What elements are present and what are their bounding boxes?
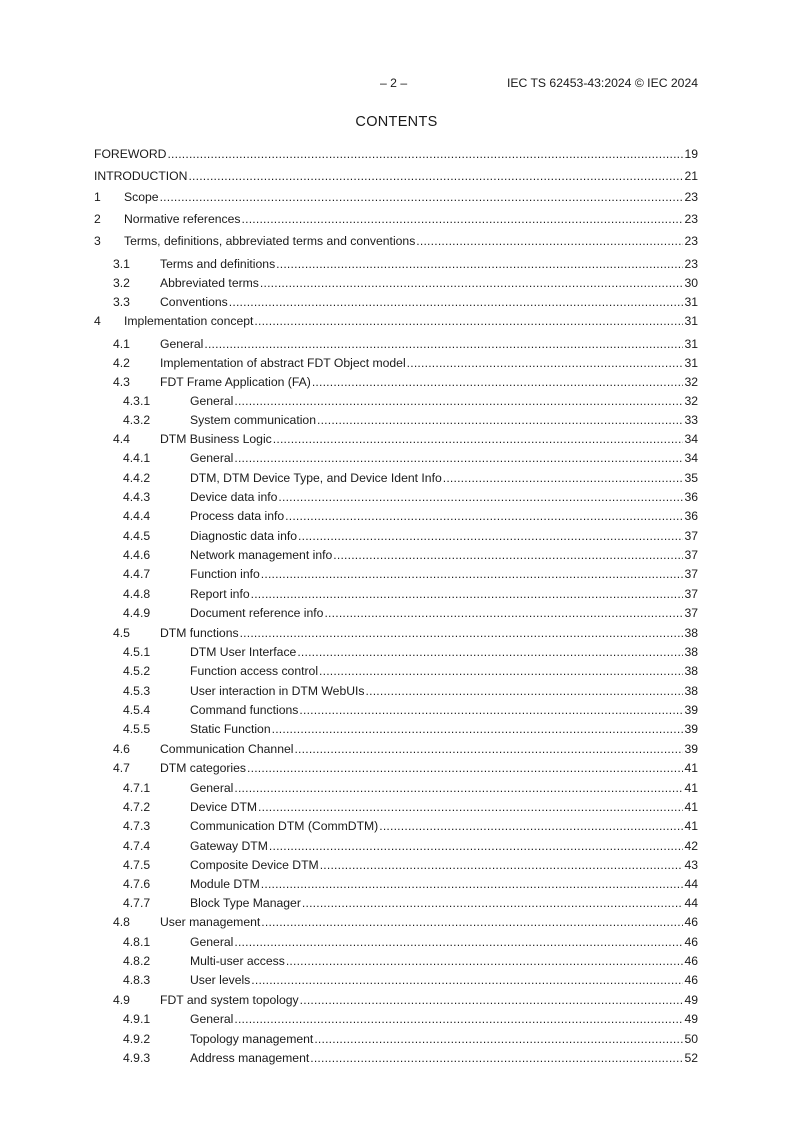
toc-entry-number: 4.7.3 bbox=[123, 819, 151, 833]
toc-entry[interactable] bbox=[94, 934, 698, 950]
toc-entry[interactable] bbox=[94, 294, 698, 310]
toc-entry-title: System communication bbox=[190, 413, 316, 427]
dot-leader bbox=[261, 566, 684, 582]
toc-entry[interactable] bbox=[94, 741, 698, 757]
dot-leader bbox=[278, 489, 683, 505]
toc-entry[interactable] bbox=[94, 489, 698, 505]
toc-entry-number: 4.7.1 bbox=[123, 781, 151, 795]
toc-entry-title: INTRODUCTION bbox=[94, 169, 188, 183]
toc-entry-page: 31 bbox=[684, 337, 698, 351]
toc-entry-page: 38 bbox=[684, 684, 698, 698]
toc-entry-page: 52 bbox=[684, 1051, 698, 1065]
dot-leader bbox=[254, 313, 683, 329]
toc-entry-title: General bbox=[190, 781, 234, 795]
toc-entry[interactable] bbox=[94, 256, 698, 272]
toc-entry-title: DTM User Interface bbox=[190, 645, 297, 659]
dot-leader bbox=[234, 934, 683, 950]
toc-entry-title: Device data info bbox=[190, 490, 278, 504]
toc-entry-title: Report info bbox=[190, 587, 250, 601]
toc-entry[interactable] bbox=[94, 189, 698, 205]
toc-entry-number: 4.9.2 bbox=[123, 1032, 151, 1046]
toc-entry-page: 23 bbox=[684, 212, 698, 226]
toc-entry[interactable] bbox=[94, 355, 698, 371]
dot-leader bbox=[276, 256, 683, 272]
toc-entry[interactable] bbox=[94, 663, 698, 679]
toc-entry-title: General bbox=[190, 1012, 234, 1026]
toc-entry-title: Terms, definitions, abbreviated terms and conventions bbox=[124, 234, 416, 248]
toc-entry[interactable] bbox=[94, 547, 698, 563]
toc-entry-number: 4.2 bbox=[113, 356, 130, 370]
toc-entry[interactable] bbox=[94, 1011, 698, 1027]
dot-leader bbox=[320, 857, 684, 873]
toc-entry-number: 4.3.2 bbox=[123, 413, 151, 427]
toc-entry-page: 23 bbox=[684, 234, 698, 248]
toc-entry[interactable] bbox=[94, 393, 698, 409]
toc-entry-number: 4.4.7 bbox=[123, 567, 151, 581]
dot-leader bbox=[298, 528, 683, 544]
toc-entry[interactable] bbox=[94, 683, 698, 699]
toc-entry-title: DTM, DTM Device Type, and Device Ident Info bbox=[190, 471, 442, 485]
toc-entry-number: 4.1 bbox=[113, 337, 130, 351]
toc-entry-page: 38 bbox=[684, 664, 698, 678]
toc-entry-number: 4.7.4 bbox=[123, 839, 151, 853]
toc-entry-page: 46 bbox=[684, 915, 698, 929]
toc-entry-number: 4.4.2 bbox=[123, 471, 151, 485]
toc-entry-page: 23 bbox=[684, 190, 698, 204]
toc-entry-number: 4.4.9 bbox=[123, 606, 151, 620]
dot-leader bbox=[234, 780, 683, 796]
toc-entry-title: Implementation concept bbox=[124, 314, 254, 328]
toc-entry-title: DTM categories bbox=[160, 761, 247, 775]
toc-entry-title: Document reference info bbox=[190, 606, 324, 620]
toc-entry-page: 46 bbox=[684, 973, 698, 987]
dot-leader bbox=[240, 625, 684, 641]
dot-leader bbox=[310, 1050, 683, 1066]
toc-entry[interactable] bbox=[94, 644, 698, 660]
toc-entry-title: Address management bbox=[190, 1051, 310, 1065]
toc-entry[interactable] bbox=[94, 780, 698, 796]
toc-entry-page: 32 bbox=[684, 394, 698, 408]
dot-leader bbox=[299, 702, 683, 718]
toc-entry[interactable] bbox=[94, 470, 698, 486]
toc-entry-page: 38 bbox=[684, 645, 698, 659]
toc-entry[interactable] bbox=[94, 233, 698, 249]
toc-entry-page: 19 bbox=[684, 147, 698, 161]
toc-entry-page: 44 bbox=[684, 896, 698, 910]
toc-entry-title: Command functions bbox=[190, 703, 299, 717]
toc-entry-title: Process data info bbox=[190, 509, 285, 523]
toc-entry-page: 31 bbox=[684, 356, 698, 370]
dot-leader bbox=[234, 393, 683, 409]
toc-entry-page: 37 bbox=[684, 548, 698, 562]
dot-leader bbox=[286, 953, 684, 969]
toc-entry-page: 44 bbox=[684, 877, 698, 891]
toc-entry[interactable] bbox=[94, 702, 698, 718]
page-number: – 2 – bbox=[380, 76, 408, 90]
document-reference: IEC TS 62453-43:2024 © IEC 2024 bbox=[506, 76, 698, 90]
dot-leader bbox=[229, 294, 684, 310]
dot-leader bbox=[333, 547, 683, 563]
toc-entry-page: 36 bbox=[684, 509, 698, 523]
toc-entry-title: Gateway DTM bbox=[190, 839, 268, 853]
toc-entry[interactable] bbox=[94, 760, 698, 776]
toc-entry-page: 41 bbox=[684, 800, 698, 814]
dot-leader bbox=[188, 168, 683, 184]
dot-leader bbox=[167, 146, 683, 162]
toc-entry-number: 4 bbox=[94, 314, 101, 328]
toc-entry[interactable] bbox=[94, 953, 698, 969]
toc-entry-number: 4.4.4 bbox=[123, 509, 151, 523]
toc-entry-number: 4.4.3 bbox=[123, 490, 151, 504]
toc-entry[interactable] bbox=[94, 528, 698, 544]
toc-entry-title: Terms and definitions bbox=[160, 257, 276, 271]
toc-entry-title: FOREWORD bbox=[94, 147, 167, 161]
toc-entry[interactable] bbox=[94, 914, 698, 930]
toc-entry-number: 4.8.1 bbox=[123, 935, 151, 949]
toc-entry[interactable] bbox=[94, 857, 698, 873]
toc-entry-page: 36 bbox=[684, 490, 698, 504]
toc-entry-page: 49 bbox=[684, 993, 698, 1007]
dot-leader bbox=[258, 799, 683, 815]
toc-entry-page: 41 bbox=[684, 761, 698, 775]
toc-entry-title: Network management info bbox=[190, 548, 333, 562]
toc-entry-page: 49 bbox=[684, 1012, 698, 1026]
dot-leader bbox=[251, 586, 684, 602]
toc-entry-number: 2 bbox=[94, 212, 101, 226]
dot-leader bbox=[261, 914, 683, 930]
dot-leader bbox=[324, 605, 683, 621]
toc-entry-number: 4.7.7 bbox=[123, 896, 151, 910]
toc-entry-title: Block Type Manager bbox=[190, 896, 301, 910]
toc-entry-title: Scope bbox=[124, 190, 159, 204]
toc-entry[interactable] bbox=[94, 566, 698, 582]
toc-entry-number: 3.1 bbox=[113, 257, 130, 271]
toc-entry-number: 4.5 bbox=[113, 626, 130, 640]
dot-leader bbox=[312, 374, 684, 390]
toc-entry-title: FDT Frame Application (FA) bbox=[160, 375, 311, 389]
toc-entry-page: 38 bbox=[684, 626, 698, 640]
toc-entry-number: 4.5.3 bbox=[123, 684, 151, 698]
toc-entry[interactable] bbox=[94, 1050, 698, 1066]
toc-entry[interactable] bbox=[94, 605, 698, 621]
toc-entry[interactable] bbox=[94, 374, 698, 390]
toc-entry-page: 33 bbox=[684, 413, 698, 427]
toc-entry-title: General bbox=[190, 394, 234, 408]
toc-entry[interactable] bbox=[94, 450, 698, 466]
dot-leader bbox=[261, 876, 684, 892]
toc-entry[interactable] bbox=[94, 876, 698, 892]
toc-entry-title: Module DTM bbox=[190, 877, 260, 891]
toc-entry-number: 4.5.2 bbox=[123, 664, 151, 678]
toc-entry-page: 41 bbox=[684, 781, 698, 795]
toc-entry[interactable] bbox=[94, 586, 698, 602]
toc-entry-number: 4.7 bbox=[113, 761, 130, 775]
toc-entry[interactable] bbox=[94, 972, 698, 988]
toc-entry-page: 37 bbox=[684, 587, 698, 601]
dot-leader bbox=[379, 818, 683, 834]
dot-leader bbox=[234, 1011, 683, 1027]
toc-entry[interactable] bbox=[94, 313, 698, 329]
toc-entry-number: 4.7.2 bbox=[123, 800, 151, 814]
toc-entry-title: User management bbox=[160, 915, 261, 929]
toc-entry-number: 4.4 bbox=[113, 432, 130, 446]
toc-entry-page: 37 bbox=[684, 606, 698, 620]
toc-entry-number: 4.8.3 bbox=[123, 973, 151, 987]
toc-entry[interactable] bbox=[94, 275, 698, 291]
dot-leader bbox=[407, 355, 684, 371]
toc-entry-title: Topology management bbox=[190, 1032, 314, 1046]
dot-leader bbox=[204, 336, 683, 352]
dot-leader bbox=[273, 431, 684, 447]
toc-entry-number: 4.9 bbox=[113, 993, 130, 1007]
toc-entry[interactable] bbox=[94, 625, 698, 641]
dot-leader bbox=[160, 189, 684, 205]
toc-entry-title: FDT and system topology bbox=[160, 993, 299, 1007]
toc-entry-page: 31 bbox=[684, 295, 698, 309]
dot-leader bbox=[269, 838, 684, 854]
dot-leader bbox=[300, 992, 684, 1008]
toc-entry-page: 39 bbox=[684, 722, 698, 736]
dot-leader bbox=[314, 1031, 683, 1047]
dot-leader bbox=[416, 233, 683, 249]
toc-entry-number: 4.7.6 bbox=[123, 877, 151, 891]
toc-entry[interactable] bbox=[94, 992, 698, 1008]
toc-entry-number: 3.3 bbox=[113, 295, 130, 309]
toc-entry-number: 4.9.3 bbox=[123, 1051, 151, 1065]
toc-entry-title: User levels bbox=[190, 973, 251, 987]
toc-entry-title: DTM Business Logic bbox=[160, 432, 272, 446]
dot-leader bbox=[319, 663, 683, 679]
toc-entry-page: 37 bbox=[684, 529, 698, 543]
toc-entry-page: 39 bbox=[684, 703, 698, 717]
toc-entry-number: 4.3.1 bbox=[123, 394, 151, 408]
dot-leader bbox=[294, 741, 683, 757]
toc-entry[interactable] bbox=[94, 818, 698, 834]
toc-entry[interactable] bbox=[94, 799, 698, 815]
toc-entry-page: 21 bbox=[684, 169, 698, 183]
toc-entry-title: Composite Device DTM bbox=[190, 858, 319, 872]
toc-entry-number: 4.5.5 bbox=[123, 722, 151, 736]
toc-entry-number: 3.2 bbox=[113, 276, 130, 290]
toc-entry-page: 46 bbox=[684, 954, 698, 968]
toc-entry-number: 4.4.5 bbox=[123, 529, 151, 543]
toc-entry-number: 4.5.1 bbox=[123, 645, 151, 659]
toc-entry-number: 4.4.6 bbox=[123, 548, 151, 562]
toc-entry[interactable] bbox=[94, 1031, 698, 1047]
toc-entry-title: DTM functions bbox=[160, 626, 239, 640]
toc-entry-number: 4.5.4 bbox=[123, 703, 151, 717]
toc-entry-number: 4.4.1 bbox=[123, 451, 151, 465]
page-header bbox=[0, 76, 793, 92]
toc-entry-page: 34 bbox=[684, 432, 698, 446]
dot-leader bbox=[234, 450, 683, 466]
dot-leader bbox=[297, 644, 683, 660]
toc-entry[interactable] bbox=[94, 431, 698, 447]
toc-entry-title: Static Function bbox=[190, 722, 271, 736]
toc-entry-page: 35 bbox=[684, 471, 698, 485]
toc-entry-page: 46 bbox=[684, 935, 698, 949]
toc-entry-number: 4.3 bbox=[113, 375, 130, 389]
toc-entry-number: 4.9.1 bbox=[123, 1012, 151, 1026]
toc-entry-title: General bbox=[160, 337, 204, 351]
toc-entry[interactable] bbox=[94, 146, 698, 162]
toc-entry[interactable] bbox=[94, 895, 698, 911]
toc-entry-title: Device DTM bbox=[190, 800, 258, 814]
toc-entry-title: Implementation of abstract FDT Object model bbox=[160, 356, 406, 370]
toc-entry-page: 41 bbox=[684, 819, 698, 833]
toc-entry-number: 4.8 bbox=[113, 915, 130, 929]
toc-entry[interactable] bbox=[94, 412, 698, 428]
toc-entry-title: Function info bbox=[190, 567, 260, 581]
toc-entry[interactable] bbox=[94, 336, 698, 352]
toc-entry-number: 1 bbox=[94, 190, 101, 204]
toc-entry-page: 50 bbox=[684, 1032, 698, 1046]
toc-entry-number: 4.8.2 bbox=[123, 954, 151, 968]
toc-entry-title: General bbox=[190, 451, 234, 465]
toc-entry-page: 42 bbox=[684, 839, 698, 853]
toc-entry-page: 31 bbox=[684, 314, 698, 328]
toc-entry-title: Multi-user access bbox=[190, 954, 285, 968]
toc-entry-title: Conventions bbox=[160, 295, 228, 309]
dot-leader bbox=[242, 211, 684, 227]
toc-entry-title: Normative references bbox=[124, 212, 241, 226]
toc-entry-number: 3 bbox=[94, 234, 101, 248]
toc-entry-title: Diagnostic data info bbox=[190, 529, 298, 543]
dot-leader bbox=[285, 508, 683, 524]
toc-entry-number: 4.4.8 bbox=[123, 587, 151, 601]
dot-leader bbox=[366, 683, 684, 699]
dot-leader bbox=[317, 412, 683, 428]
toc-entry-number: 4.7.5 bbox=[123, 858, 151, 872]
dot-leader bbox=[260, 275, 684, 291]
toc-entry[interactable] bbox=[94, 508, 698, 524]
toc-entry-title: Function access control bbox=[190, 664, 319, 678]
toc-entry-page: 39 bbox=[684, 742, 698, 756]
toc-entry[interactable] bbox=[94, 168, 698, 184]
toc-entry-title: Communication DTM (CommDTM) bbox=[190, 819, 379, 833]
toc-entry-number: 4.6 bbox=[113, 742, 130, 756]
toc-entry-page: 32 bbox=[684, 375, 698, 389]
toc-entry-page: 34 bbox=[684, 451, 698, 465]
toc-entry-title: Communication Channel bbox=[160, 742, 294, 756]
dot-leader bbox=[251, 972, 683, 988]
toc-entry-page: 37 bbox=[684, 567, 698, 581]
dot-leader bbox=[247, 760, 683, 776]
toc-entry-page: 30 bbox=[684, 276, 698, 290]
toc-entry-page: 43 bbox=[684, 858, 698, 872]
toc-entry[interactable] bbox=[94, 721, 698, 737]
contents-title: CONTENTS bbox=[355, 114, 438, 130]
toc-entry-title: Abbreviated terms bbox=[160, 276, 259, 290]
toc-entry[interactable] bbox=[94, 211, 698, 227]
dot-leader bbox=[272, 721, 684, 737]
toc-entry-page: 23 bbox=[684, 257, 698, 271]
toc-entry[interactable] bbox=[94, 838, 698, 854]
toc-entry-title: User interaction in DTM WebUIs bbox=[190, 684, 365, 698]
dot-leader bbox=[443, 470, 684, 486]
dot-leader bbox=[302, 895, 684, 911]
toc-entry-title: General bbox=[190, 935, 234, 949]
